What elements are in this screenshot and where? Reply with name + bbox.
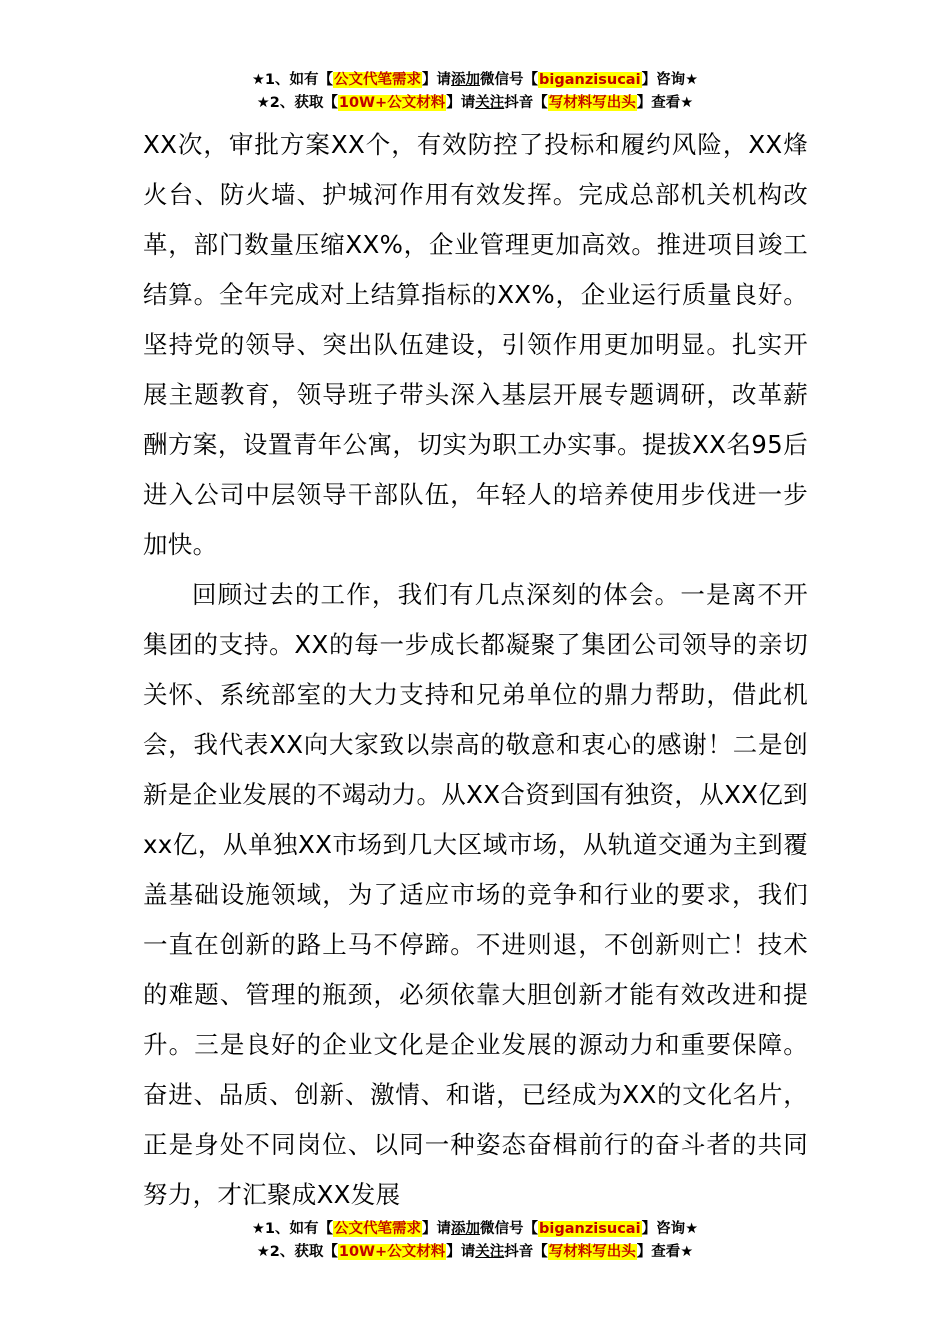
banner-text: 微信号【 xyxy=(480,1221,539,1237)
underlined-text: 关注 xyxy=(475,95,505,111)
banner-text: 】请 xyxy=(446,95,476,111)
banner-text: 】查看 xyxy=(636,95,681,111)
banner-line-1 xyxy=(0,69,950,92)
banner-line-2 xyxy=(0,1241,950,1264)
highlight-materials: 10W+公文材料 xyxy=(338,1244,446,1260)
banner-text: 】请 xyxy=(422,72,452,88)
highlight-materials: 10W+公文材料 xyxy=(338,95,446,111)
banner-text: 抖音【 xyxy=(504,95,548,111)
banner-text: 1、如有【 xyxy=(264,1221,334,1237)
paragraph: XX次，审批方案XX个，有效防控了投标和履约风险，XX烽火台、防火墙、护城河作用有效发挥。完成总部机关机构改革，部门数量压缩XX%，企业管理更加高效。推进项目竣工结算。全年完成对上结算指标的XX%，企业运行质量良好。坚持党的领导、突出队伍建设，引领作用更加明显。扎实开展主题教育，领导班子带头深入基层开展专题调研，改革薪酬方案，设置青年公寓，切实为职工办实事。提拔XX名95后进入公司中层领导干部队伍，年轻人的培养使用步伐进一步加快。 xyxy=(143,130,808,559)
star-icon: ★ xyxy=(680,95,694,111)
star-icon: ★ xyxy=(680,1244,694,1260)
underlined-text: 添加 xyxy=(451,72,481,88)
header-banner xyxy=(0,69,950,115)
highlight-wechat-id: biganzisucai xyxy=(539,1221,641,1237)
star-icon: ★ xyxy=(251,1221,265,1237)
highlight-service: 公文代笔需求 xyxy=(334,1221,422,1237)
star-icon: ★ xyxy=(685,72,699,88)
banner-text: 】咨询 xyxy=(641,1221,686,1237)
star-icon: ★ xyxy=(256,95,270,111)
underlined-text: 添加 xyxy=(451,1221,481,1237)
highlight-wechat-id: biganzisucai xyxy=(539,72,641,88)
banner-line-1 xyxy=(0,1218,950,1241)
star-icon: ★ xyxy=(251,72,265,88)
underlined-text: 关注 xyxy=(475,1244,505,1260)
banner-text: 】请 xyxy=(422,1221,452,1237)
banner-text: 抖音【 xyxy=(504,1244,548,1260)
banner-text: 2、获取【 xyxy=(269,95,338,111)
highlight-douyin: 写材料写出头 xyxy=(548,1244,636,1260)
banner-text: 1、如有【 xyxy=(264,72,334,88)
star-icon: ★ xyxy=(256,1244,270,1260)
footer-banner xyxy=(0,1218,950,1264)
highlight-service: 公文代笔需求 xyxy=(334,72,422,88)
banner-text: 微信号【 xyxy=(480,72,539,88)
paragraph: 回顾过去的工作，我们有几点深刻的体会。一是离不开集团的支持。XX的每一步成长都凝聚了集团公司领导的亲切关怀、系统部室的大力支持和兄弟单位的鼎力帮助，借此机会，我代表XX向大家致以崇高的敬意和衷心的感谢！二是创新是企业发展的不竭动力。从XX合资到国有独资，从XX亿到xx亿，从单独XX市场到几大区域市场，从轨道交通为主到覆盖基础设施领域，为了适应市场的竞争和行业的要求，我们一直在创新的路上马不停蹄。不进则退，不创新则亡！技术的难题、管理的瓶颈，必须依靠大胆创新才能有效改进和提升。三是良好的企业文化是企业发展的源动力和重要保障。奋进、品质、创新、激情、和谐，已经成为XX的文化名片，正是身处不同岗位、以同一种姿态奋楫前行的奋斗者的共同努力，才汇聚成XX发展 xyxy=(143,580,808,1209)
banner-text: 】咨询 xyxy=(641,72,686,88)
banner-text: 2、获取【 xyxy=(269,1244,338,1260)
banner-text: 】请 xyxy=(446,1244,476,1260)
highlight-douyin: 写材料写出头 xyxy=(548,95,636,111)
banner-text: 】查看 xyxy=(636,1244,681,1260)
star-icon: ★ xyxy=(685,1221,699,1237)
document-body xyxy=(143,120,808,1220)
banner-line-2 xyxy=(0,92,950,115)
